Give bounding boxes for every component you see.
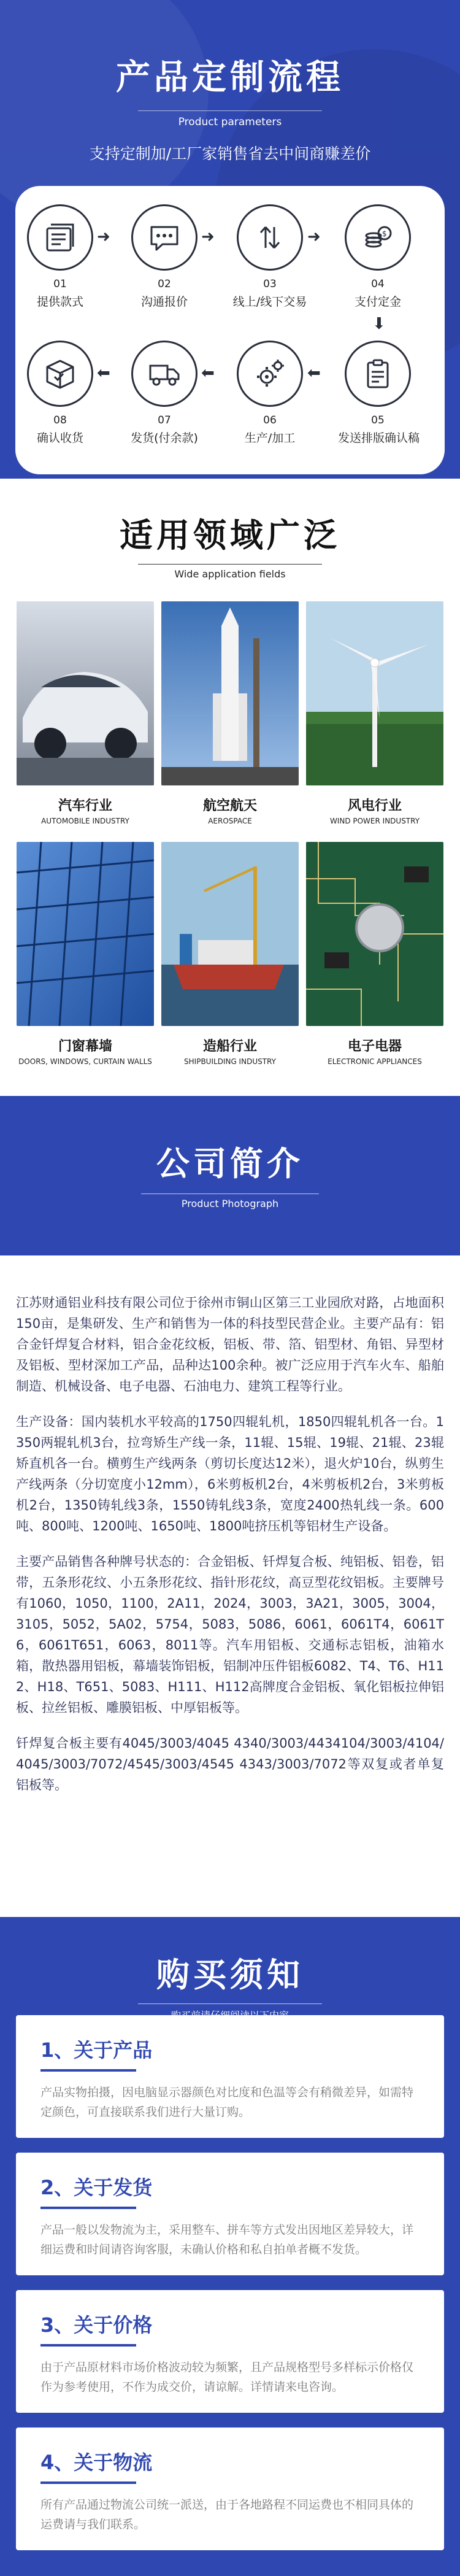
application-name-en: AUTOMOBILE INDUSTRY: [41, 817, 129, 825]
process-title: 产品定制流程: [116, 58, 344, 98]
step-number: 02: [158, 278, 171, 290]
step-label: 支付定金: [354, 295, 401, 309]
step-label: 生产/加工: [244, 431, 296, 445]
notice-item-shipping: [16, 2153, 444, 2275]
process-step-3: [230, 204, 310, 309]
notice-text: 产品实物拍摄，因电脑显示器颜色对比度和色温等会有稍微差异，如需特定颜色，可直接联系我们进行大量订购。: [40, 2086, 414, 2119]
process-step-6: [230, 341, 310, 445]
step-label: 确认收货: [36, 431, 83, 445]
purchase-notice-section: [0, 1917, 460, 2576]
company-subtitle-en: Product Photograph: [141, 1194, 319, 1209]
application-name-en: ELECTRONIC APPLIANCES: [328, 1057, 422, 1066]
notice-item-logistics: [16, 2428, 444, 2550]
arrow-left-icon: ⬅: [201, 364, 215, 382]
clipboard-icon: [345, 341, 411, 407]
step-number: 01: [53, 278, 67, 290]
step-number: 06: [263, 414, 277, 426]
ship-image: [161, 842, 299, 1026]
step-number: 08: [53, 414, 67, 426]
application-tile-wind-power: [306, 601, 443, 825]
arrow-right-icon: ➜: [201, 228, 215, 246]
application-name: 电子电器: [347, 1039, 402, 1054]
curtain-wall-image: [17, 842, 154, 1026]
company-body: [0, 1255, 460, 1917]
step-number: 07: [158, 414, 171, 426]
exchange-arrows-icon: [237, 204, 303, 271]
application-name-en: WIND POWER INDUSTRY: [329, 817, 420, 825]
process-step-4: [338, 204, 418, 309]
application-tile-aerospace: [161, 601, 299, 825]
domains-title: 适用领域广泛: [120, 516, 340, 555]
truck-icon: [131, 341, 197, 407]
application-name: 汽车行业: [58, 798, 112, 814]
svg-text:$: $: [382, 229, 387, 238]
step-number: 04: [371, 278, 385, 290]
gears-icon: [237, 341, 303, 407]
notice-item-product: [16, 2015, 444, 2138]
notice-text: 产品一般以发物流为主，采用整车、拼车等方式发出因地区差异较大，详细运费和时间请咨询客服，未确认价格和私自拍单者概不发货。: [40, 2223, 414, 2256]
process-step-8: [20, 341, 100, 445]
process-subtitle-cn: 支持定制加/工厂家销售省去中间商赚差价: [89, 145, 371, 163]
notice-title: 购买须知: [156, 1956, 304, 1994]
arrow-left-icon: ⬅: [97, 364, 110, 382]
circuit-board-image: [306, 842, 443, 1026]
arrow-left-icon: ⬅: [307, 364, 321, 382]
application-tile-shipbuilding: [161, 842, 299, 1066]
process-flow-card: [15, 186, 445, 474]
company-paragraph: 钎焊复合板主要有4045/3003/4045 4340/3003/4434104/3003/4104/4045/3003/7072/4545/3003/4545 4343/3003/7072等双复或者单复铝板等。: [16, 1736, 444, 1792]
step-label: 提供款式: [36, 295, 83, 309]
application-tile-curtain-wall: [17, 842, 154, 1066]
application-name: 造船行业: [202, 1039, 257, 1054]
process-step-7: [125, 341, 204, 445]
coins-icon: [345, 204, 411, 271]
company-header: [0, 1096, 460, 1255]
package-icon: [27, 341, 93, 407]
company-paragraph: 江苏财通铝业科技有限公司位于徐州市铜山区第三工业园欣对路，占地面积150亩，是集研发、生产和销售为一体的科技型民营企业。主要产品有：铝合金钎焊复合材料，铝合金花纹板，铝板、带、箔、铝型材、角铝、异型材及铝板、型材深加工产品，品种达100余种。被广泛应用于汽车火车、船舶制造、机械设备、电子电器、石油电力、建筑工程等行业。: [16, 1295, 444, 1394]
step-label: 发货(付余款): [131, 431, 198, 445]
notice-heading: 3、关于价格: [40, 2310, 420, 2347]
notice-item-price: [16, 2290, 444, 2413]
notice-heading: 4、关于物流: [40, 2447, 420, 2484]
application-fields-section: [0, 479, 460, 1096]
chat-bubble-icon: [131, 204, 197, 271]
notice-text: 由于产品原材料市场价格波动较为频繁，且产品规格型号多样标示价格仅作为参考使用，不作为成交价，请谅解。详情请来电咨询。: [40, 2361, 414, 2394]
notice-heading: 2、关于发货: [40, 2172, 420, 2209]
company-title: 公司简介: [156, 1144, 304, 1183]
process-step-5: [338, 341, 418, 445]
step-label: 沟通报价: [140, 295, 188, 309]
application-name: 门窗幕墙: [58, 1039, 112, 1054]
step-number: 05: [371, 414, 385, 426]
step-label: 线上/线下交易: [232, 295, 307, 309]
application-name-en: SHIPBUILDING INDUSTRY: [184, 1057, 276, 1066]
process-step-1: [20, 204, 100, 309]
company-paragraph: 主要产品销售各种牌号状态的：合金铝板、钎焊复合板、纯铝板、铝卷，铝带，五条形花纹、小五条形花纹、指针形花纹，高豆型花纹铝板。主要牌号有1060，1050，1100，2A11，2024，3003，3A21，3005，3004，3105，5052，5A02，5754，5083，5086，6061，6061T4，6061T6，6061T651，6063，8011等。汽车用铝板、交通标志铝板，油箱水箱，散热器用铝板，幕墙装饰铝板，铝制冲压件铝板6082、T4、T6、H112、H18、T651、5083、H111、H112高牌度合金铝板、氧化铝板拉伸铝板、拉丝铝板、雕膜铝板、中厚铝板等。: [16, 1554, 444, 1715]
application-name-en: DOORS, WINDOWS, CURTAIN WALLS: [18, 1057, 152, 1066]
notice-text: 所有产品通过物流公司统一派送，由于各地路程不同运费也不相同具体的运费请与我们联系。: [40, 2498, 414, 2531]
arrow-right-icon: ➜: [97, 228, 110, 246]
process-step-2: [125, 204, 204, 309]
application-name: 航空航天: [202, 798, 257, 814]
company-section: [0, 1096, 460, 1917]
arrow-down-icon: ⬇: [372, 315, 386, 333]
application-tile-automobile: [17, 601, 154, 825]
step-number: 03: [263, 278, 277, 290]
rocket-image: [161, 601, 299, 785]
company-paragraph: 生产设备：国内装机水平较高的1750四辊轧机，1850四辊轧机各一台。1350两辊轧机3台，拉弯矫生产线一条，11辊、15辊、19辊、21辊、23辊矫直机各一台。横剪生产线两条（剪切长度达12米），退火炉10台，纵剪生产线两条（分切宽度小12mm），6米剪板机2台，4米剪板机2台，3米剪板机2台，1350铸轧线3条，1550铸轧线3条，宽度2400热轧线一条。600吨、800吨、1200吨、1650吨、1800吨挤压机等铝材生产设备。: [16, 1414, 444, 1533]
wind-turbine-image: [306, 601, 443, 785]
application-name: 风电行业: [347, 798, 402, 814]
process-subtitle-en: Product parameters: [138, 110, 322, 128]
arrow-right-icon: ➜: [307, 228, 321, 246]
step-label: 发送排版确认稿: [338, 431, 420, 445]
notice-heading: 1、关于产品: [40, 2035, 420, 2072]
car-image: [17, 601, 154, 785]
process-section: [0, 0, 460, 479]
application-name-en: AEROSPACE: [208, 817, 252, 825]
application-tile-electronics: [306, 842, 443, 1066]
documents-icon: [27, 204, 93, 271]
domains-subtitle-en: Wide application fields: [138, 564, 322, 580]
